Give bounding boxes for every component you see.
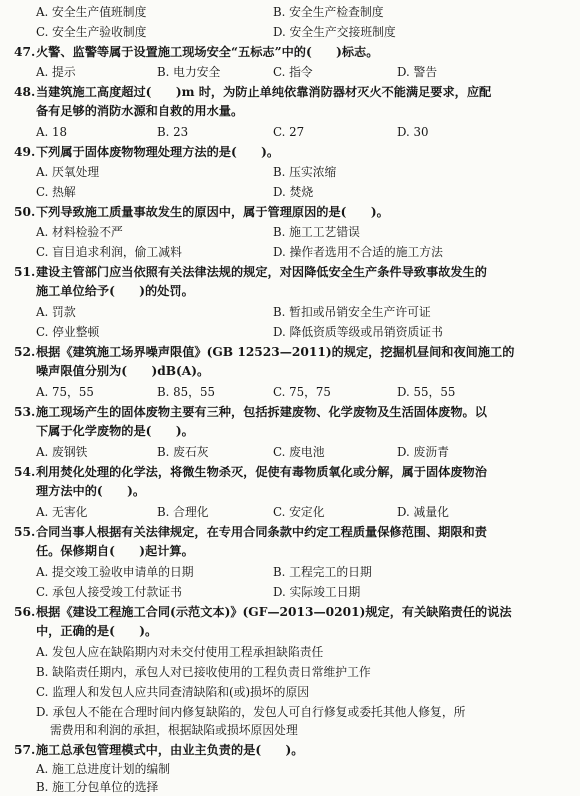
q47-option-b[interactable]: B. 电力安全 [157, 65, 221, 79]
q54-option-c[interactable]: C. 安定化 [273, 505, 325, 519]
q52-option-a[interactable]: A. 75，55 [36, 385, 94, 399]
question-stem-cont: 中，正确的是( )。 [36, 624, 158, 638]
q48-option-c[interactable]: C. 27 [273, 125, 305, 139]
question-number: 57. [14, 743, 36, 757]
q51-option-a[interactable]: A. 罚款 [36, 305, 76, 319]
q49-option-c[interactable]: C. 热解 [36, 185, 76, 199]
q49-option-b[interactable]: B. 压实浓缩 [273, 165, 337, 179]
q52-option-c[interactable]: C. 75，75 [273, 385, 331, 399]
q56-option-a[interactable]: A. 发包人应在缺陷期内对未交付使用工程承担缺陷责任 [36, 645, 324, 659]
question-54 [14, 464, 570, 481]
q46-option-c[interactable]: C. 安全生产验收制度 [36, 25, 147, 39]
q47-option-c[interactable]: C. 指令 [273, 65, 313, 79]
question-57 [14, 742, 570, 759]
q46-option-b[interactable]: B. 安全生产检查制度 [273, 5, 384, 19]
question-number: 56. [14, 605, 36, 619]
question-number: 50. [14, 205, 36, 219]
question-stem: 利用焚化处理的化学法，将微生物杀灭，促使有毒物质氧化或分解，属于固体废物治 [36, 465, 487, 479]
question-number: 54. [14, 465, 36, 479]
question-stem: 下列导致施工质量事故发生的原因中，属于管理原因的是( )。 [36, 205, 389, 219]
question-number: 51. [14, 265, 36, 279]
question-53-cont [36, 423, 570, 440]
question-number: 48. [14, 85, 36, 99]
question-55 [14, 524, 570, 541]
question-54-cont [36, 483, 570, 500]
q53-option-c[interactable]: C. 废电池 [273, 445, 325, 459]
q55-option-a[interactable]: A. 提交竣工验收申请单的日期 [36, 565, 194, 579]
q50-option-b[interactable]: B. 施工工艺错误 [273, 225, 360, 239]
question-number: 47. [14, 45, 36, 59]
question-48-cont [36, 103, 570, 120]
q57-option-b[interactable]: B. 施工分包单位的选择 [36, 780, 159, 794]
q48-option-d[interactable]: D. 30 [397, 125, 429, 139]
question-stem-cont: 备有足够的消防水源和自救的用水量。 [36, 104, 244, 118]
q50-option-d[interactable]: D. 操作者选用不合适的施工方法 [273, 245, 443, 259]
q54-option-d[interactable]: D. 减量化 [397, 505, 449, 519]
question-number: 55. [14, 525, 36, 539]
q51-option-c[interactable]: C. 停业整顿 [36, 325, 100, 339]
question-number: 53. [14, 405, 36, 419]
question-stem-cont: 任。保修期自( )起计算。 [36, 544, 194, 558]
q51-option-b[interactable]: B. 暂扣或吊销安全生产许可证 [273, 305, 431, 319]
question-number: 52. [14, 345, 36, 359]
question-stem: 合同当事人根据有关法律规定，在专用合同条款中约定工程质量保修范围、期限和责 [36, 525, 487, 539]
q52-option-d[interactable]: D. 55，55 [397, 385, 456, 399]
question-stem-cont: 噪声限值分别为( )dB(A)。 [36, 364, 210, 378]
question-55-cont [36, 543, 570, 560]
q46-option-a[interactable]: A. 安全生产值班制度 [36, 5, 147, 19]
q55-option-d[interactable]: D. 实际竣工日期 [273, 585, 361, 599]
q56-option-d-cont: 需费用和利润的承担，根据缺陷或损坏原因处理 [50, 723, 298, 737]
question-49 [14, 144, 570, 161]
q49-option-d[interactable]: D. 焚烧 [273, 185, 314, 199]
question-stem-cont: 下属于化学废物的是( )。 [36, 424, 194, 438]
q47-option-d[interactable]: D. 警告 [397, 65, 438, 79]
q54-option-a[interactable]: A. 无害化 [36, 505, 88, 519]
question-51-cont [36, 283, 570, 300]
question-stem: 根据《建筑施工场界噪声限值》(GB 12523—2011)的规定，挖掘机昼间和夜间施工的 [36, 345, 515, 359]
q50-option-a[interactable]: A. 材料检验不严 [36, 225, 123, 239]
q51-option-d[interactable]: D. 降低资质等级或吊销资质证书 [273, 325, 443, 339]
q46-option-d[interactable]: D. 安全生产交接班制度 [273, 25, 396, 39]
q53-option-d[interactable]: D. 废沥青 [397, 445, 449, 459]
question-stem: 建设主管部门应当依照有关法律法规的规定，对因降低安全生产条件导致事故发生的 [36, 265, 487, 279]
question-stem: 施工现场产生的固体废物主要有三种，包括拆建废物、化学废物及生活固体废物。以 [36, 405, 487, 419]
q56-option-b[interactable]: B. 缺陷责任期内，承包人对已接收使用的工程负责日常维护工作 [36, 665, 371, 679]
question-stem: 根据《建设工程施工合同(示范文本)》(GF—2013—0201)规定，有关缺陷责任的说法 [36, 605, 512, 619]
question-50 [14, 204, 570, 221]
q57-option-a[interactable]: A. 施工总进度计划的编制 [36, 762, 170, 776]
q52-option-b[interactable]: B. 85，55 [157, 385, 215, 399]
question-52-cont [36, 363, 570, 380]
question-number: 49. [14, 145, 36, 159]
question-53 [14, 404, 570, 421]
question-stem-cont: 理方法中的( )。 [36, 484, 146, 498]
question-stem: 当建筑施工高度超过( )m 时，为防止单纯依靠消防器材灭火不能满足要求，应配 [36, 85, 492, 99]
q53-option-a[interactable]: A. 废钢铁 [36, 445, 88, 459]
q54-option-b[interactable]: B. 合理化 [157, 505, 209, 519]
q50-option-c[interactable]: C. 盲目追求利润，偷工减料 [36, 245, 182, 259]
q56-option-d[interactable]: D. 承包人不能在合理时间内修复缺陷的，发包人可自行修复或委托其他人修复，所 [36, 705, 466, 719]
q48-option-b[interactable]: B. 23 [157, 125, 189, 139]
question-52 [14, 344, 570, 361]
question-stem-cont: 施工单位给予( )的处罚。 [36, 284, 194, 298]
q48-option-a[interactable]: A. 18 [36, 125, 68, 139]
question-stem: 施工总承包管理模式中，由业主负责的是( )。 [36, 743, 304, 757]
question-56-cont [36, 623, 570, 640]
q56-option-c[interactable]: C. 监理人和发包人应共同查清缺陷和(或)损坏的原因 [36, 685, 310, 699]
q55-option-c[interactable]: C. 承包人接受竣工付款证书 [36, 585, 182, 599]
q49-option-a[interactable]: A. 厌氧处理 [36, 165, 100, 179]
question-47 [14, 44, 570, 61]
question-48 [14, 84, 570, 101]
question-stem: 下列属于固体废物物理处理方法的是( )。 [36, 145, 280, 159]
question-51 [14, 264, 570, 281]
q47-option-a[interactable]: A. 提示 [36, 65, 76, 79]
question-stem: 火警、监警等属于设置施工现场安全“五标志”中的( )标志。 [36, 45, 379, 59]
q53-option-b[interactable]: B. 废石灰 [157, 445, 209, 459]
q55-option-b[interactable]: B. 工程完工的日期 [273, 565, 372, 579]
question-56 [14, 604, 570, 621]
